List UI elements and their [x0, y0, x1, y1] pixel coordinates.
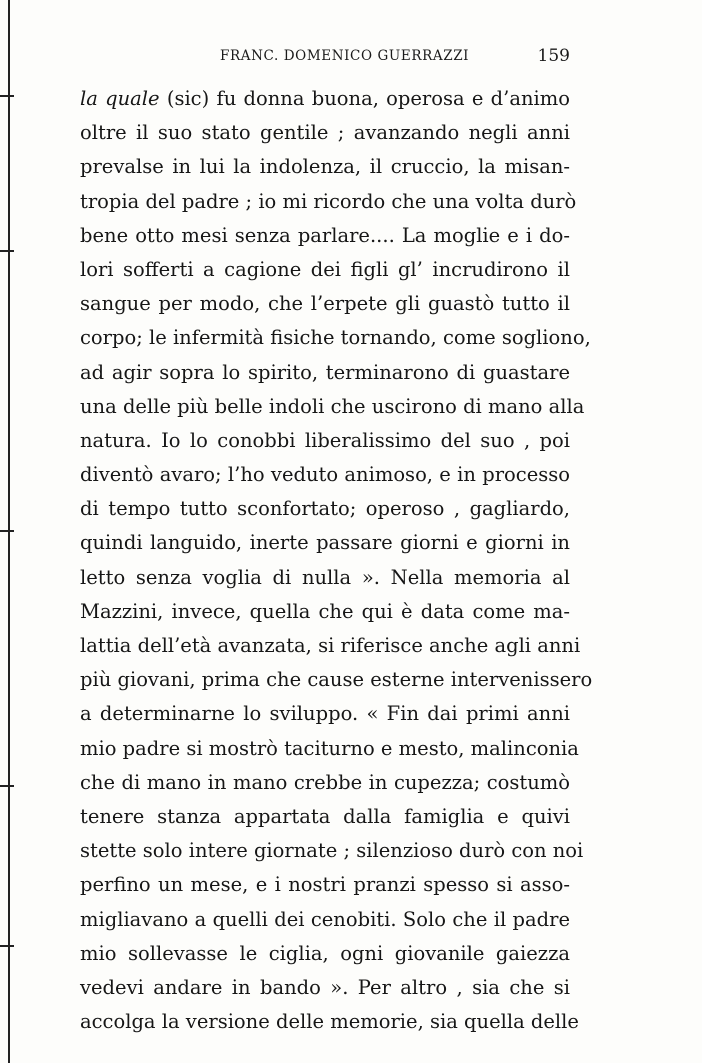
text-line: corpo; le infermità fisiche tornando, come sogliono, [80, 326, 591, 350]
margin-mark [0, 945, 14, 947]
text-line: bene otto mesi senza parlare.... La moglie e i do- [80, 223, 570, 247]
italic-phrase: la quale [80, 87, 160, 110]
margin-mark [0, 530, 14, 532]
text-line: letto senza voglia di nulla ». Nella memoria al [80, 565, 570, 589]
text-fragment: (sic) fu donna buona, operosa e d’animo [159, 87, 570, 110]
text-line: stette solo intere giornate ; silenzioso durò con noi [80, 839, 584, 863]
text-line: diventò avaro; l’ho veduto animoso, e in processo [80, 463, 570, 487]
text-line: una delle più belle indoli che uscirono di mano alla [80, 394, 585, 418]
text-line: lori sofferti a cagione dei figli gl’ incrudirono il [80, 257, 570, 281]
text-line: accolga la versione delle memorie, sia quella delle [80, 1010, 579, 1034]
text-line: perfino un mese, e i nostri pranzi spesso si asso- [80, 873, 570, 897]
text-line: ad agir sopra lo spirito, terminarono di guastare [80, 360, 570, 384]
page-number: 159 [537, 46, 570, 66]
body-text [80, 82, 593, 1039]
text-line: vedevi andare in bando ». Per altro , sia che si [80, 975, 570, 999]
text-line: prevalse in lui la indolenza, il cruccio, la misan- [80, 155, 570, 179]
text-line: Mazzini, invece, quella che qui è data come ma- [80, 599, 570, 623]
text-line: sangue per modo, che l’erpete gli guastò tutto il [80, 292, 570, 316]
text-line: lattia dell’età avanzata, si riferisce anche agli anni [80, 634, 581, 657]
text-line: mio padre si mostrò taciturno e mesto, malinconia [80, 736, 579, 760]
text-line: tenere stanza appartata dalla famiglia e quivi [80, 804, 570, 828]
text-line: migliavano a quelli dei cenobiti. Solo che il padre [80, 907, 570, 931]
margin-mark [0, 250, 14, 252]
text-line: tropia del padre ; io mi ricordo che una volta durò [80, 189, 577, 213]
margin-mark [0, 785, 14, 787]
text-line: di tempo tutto sconfortato; operoso , gagliardo, [80, 497, 570, 521]
page-header [80, 48, 570, 70]
margin-mark [0, 95, 14, 97]
text-line: mio sollevasse le ciglia, ogni giovanile gaiezza [80, 941, 570, 965]
text-line: quindi languido, inerte passare giorni e giorni in [80, 531, 570, 555]
text-line: a determinarne lo sviluppo. « Fin dai primi anni [80, 702, 570, 726]
text-line: che di mano in mano crebbe in cupezza; costumò [80, 770, 570, 794]
text-line: più giovani, prima che cause esterne intervenissero [80, 668, 593, 692]
running-title: FRANC. DOMENICO GUERRAZZI [220, 48, 470, 64]
text-line: natura. Io lo conobbi liberalissimo del suo , poi [80, 428, 570, 452]
text-line: oltre il suo stato gentile ; avanzando negli anni [80, 121, 570, 145]
text-line [80, 82, 570, 116]
